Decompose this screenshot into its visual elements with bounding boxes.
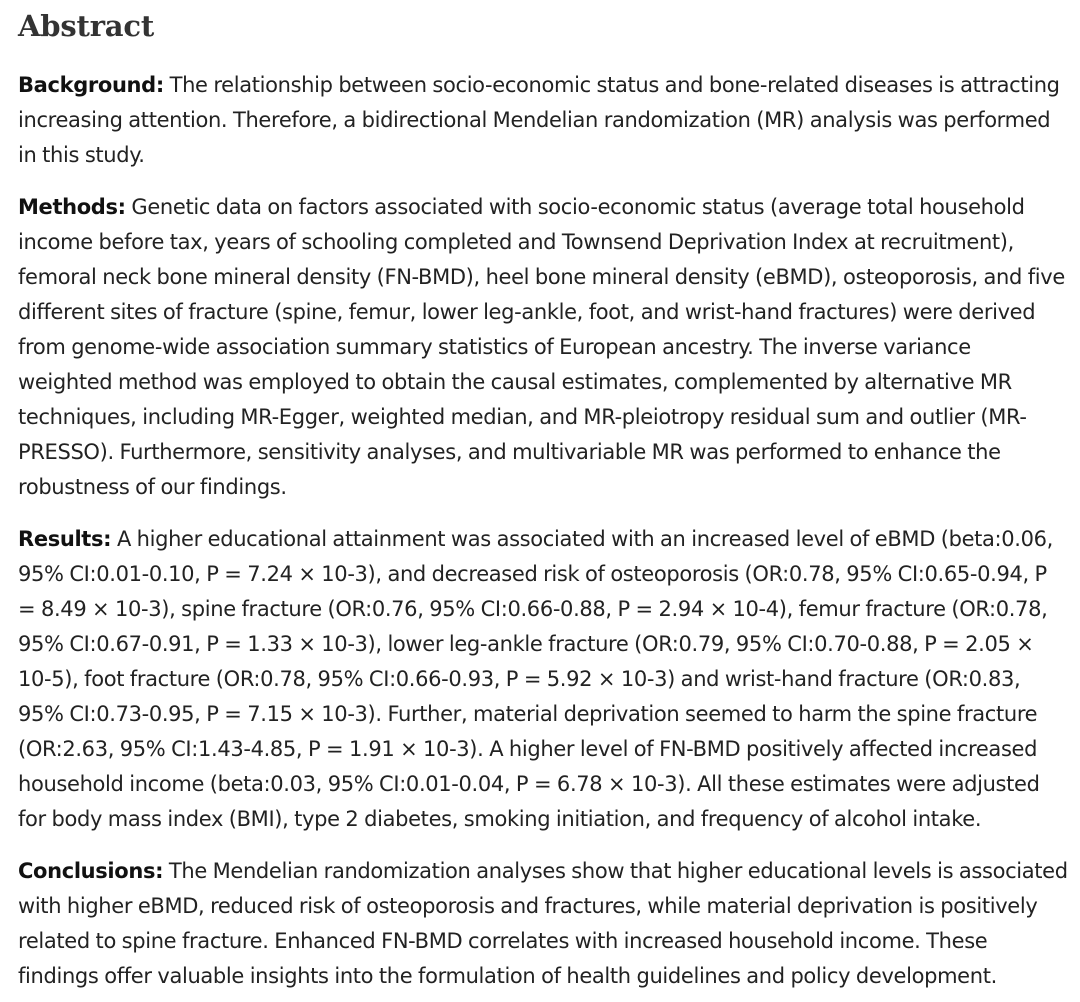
methods-section xyxy=(18,190,1068,505)
methods-text: Genetic data on factors associated with socio-economic status (average total household income before tax, years of schooling completed and Townsend Deprivation Index at recruitment), femoral neck bone mineral density (FN-BMD), heel bone mineral density (eBMD), osteoporosis, and five different sites of fracture (spine, femur, lower leg-ankle, foot, and wrist-hand fractures) were derived from genome-wide association summary statistics of European ancestry. The inverse variance weighted method was employed to obtain the causal estimates, complemented by alternative MR techniques, including MR-Egger, weighted median, and MR-pleiotropy residual sum and outlier (MR-PRESSO). Furthermore, sensitivity analyses, and multivariable MR was performed to enhance the robustness of our findings. xyxy=(18,195,1065,499)
results-label: Results: xyxy=(18,527,112,551)
conclusions-text: The Mendelian randomization analyses show that higher educational levels is associated with higher eBMD, reduced risk of osteoporosis and fractures, while material deprivation is positively related to spine fracture. Enhanced FN-BMD correlates with increased household income. These findings offer valuable insights into the formulation of health guidelines and policy development. xyxy=(18,859,1068,988)
results-section xyxy=(18,522,1068,837)
methods-label: Methods: xyxy=(18,195,126,219)
conclusions-section xyxy=(18,854,1068,994)
background-label: Background: xyxy=(18,73,164,97)
abstract-heading: Abstract xyxy=(18,9,155,43)
conclusions-label: Conclusions: xyxy=(18,859,164,883)
background-section xyxy=(18,68,1068,173)
background-text: The relationship between socio-economic status and bone-related diseases is attracting increasing attention. Therefore, a bidirectional Mendelian randomization (MR) analysis was performed in this study. xyxy=(18,73,1060,167)
results-text: A higher educational attainment was associated with an increased level of eBMD (beta:0.06, 95% CI:0.01-0.10, P = 7.24 × 10-3), and decreased risk of osteoporosis (OR:0.78, 95% CI:0.65-0.94, P = 8.49 × 10-3), spine fracture (OR:0.76, 95% CI:0.66-0.88, P = 2.94 × 10-4), femur fracture (OR:0.78, 95% CI:0.67-0.91, P = 1.33 × 10-3), lower leg-ankle fracture (OR:0.79, 95% CI:0.70-0.88, P = 2.05 × 10-5), foot fracture (OR:0.78, 95% CI:0.66-0.93, P = 5.92 × 10-3) and wrist-hand fracture (OR:0.83, 95% CI:0.73-0.95, P = 7.15 × 10-3). Further, material deprivation seemed to harm the spine fracture (OR:2.63, 95% CI:1.43-4.85, P = 1.91 × 10-3). A higher level of FN-BMD positively affected increased household income (beta:0.03, 95% CI:0.01-0.04, P = 6.78 × 10-3). All these estimates were adjusted for body mass index (BMI), type 2 diabetes, smoking initiation, and frequency of alcohol intake. xyxy=(18,527,1053,831)
